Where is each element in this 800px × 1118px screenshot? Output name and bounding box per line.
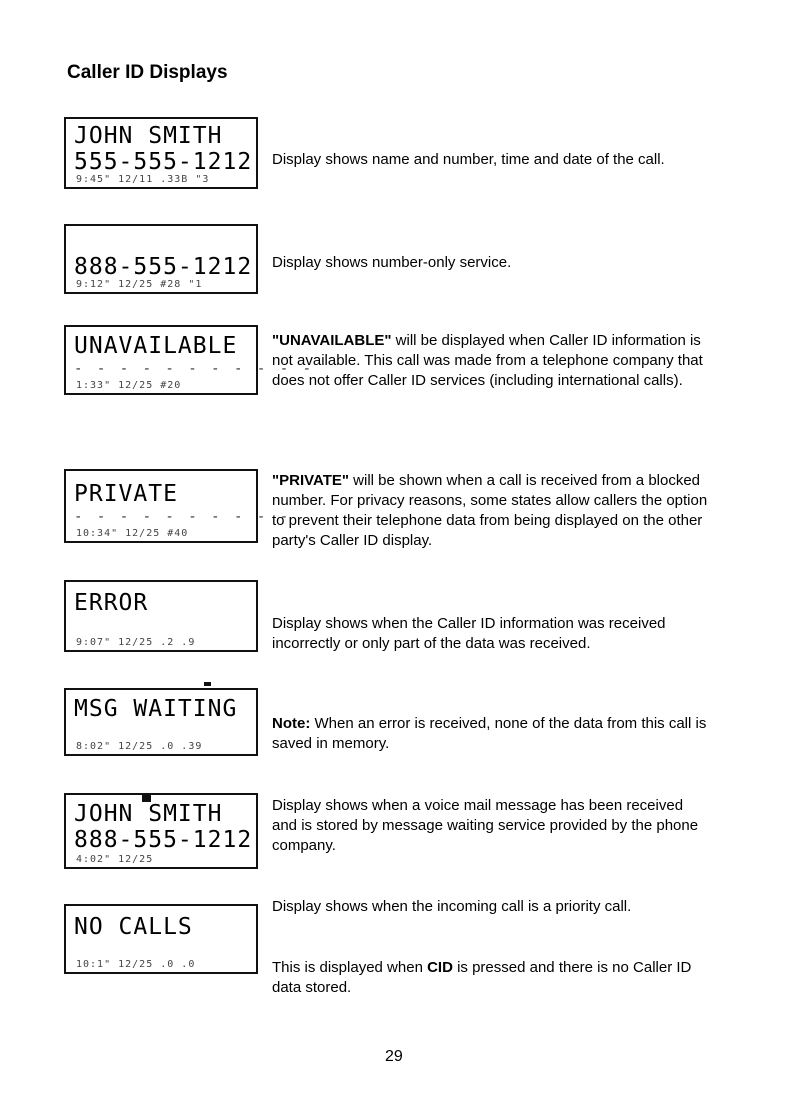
lcd-dashes: - - - - - - - - - - [74,509,292,525]
description-no-calls-bold: CID [427,959,453,976]
description-private-text: will be shown when a call is received from a blocked number. For privacy reasons, some states allow callers the option to prevent their telephone data from being displayed on the other party's Caller ID display. [272,472,708,549]
description-unavailable-bold: "UNAVAILABLE" [272,332,392,349]
lcd-line-2: 555-555-1212 [74,149,253,175]
lcd-line-1: ERROR [74,590,149,616]
description-priority: Display shows when the incoming call is a priority call. [272,898,632,915]
lcd-line-2: 888-555-1212 [74,254,253,280]
description-unavailable [272,331,712,391]
lcd-line-2: 888-555-1212 [74,827,253,853]
lcd-status-line: 4:02" 12/25 [76,854,154,865]
lcd-display-name-number [64,117,258,189]
lcd-status-line: 1:33" 12/25 #20 [76,380,182,391]
lcd-status-line: 10:34" 12/25 #40 [76,528,189,539]
lcd-line-1: UNAVAILABLE [74,333,238,359]
lcd-display-no-calls [64,904,258,974]
description-note-bold: Note: [272,715,311,732]
lcd-line-1: JOHN SMITH [74,123,223,149]
lcd-display-priority [64,793,258,869]
description-note [272,714,712,754]
description-error: Display shows when the Caller ID information was received incorrectly or only part of the data was received. [272,615,666,652]
lcd-status-line: 8:02" 12/25 .0 .39 [76,741,203,752]
lcd-display-msg-waiting [64,688,258,756]
description-unavailable-text: will be displayed when Caller ID information is not available. This call was made from a telephone company that does not offer Caller ID services (including international calls). [272,332,703,389]
lcd-status-line: 9:12" 12/25 #28 "1 [76,279,203,290]
lcd-status-line: 9:07" 12/25 .2 .9 [76,637,196,648]
description-no-calls-text: is pressed and there is no Caller ID data stored. [272,959,692,996]
description-no-calls-pre: This is displayed when [272,959,428,976]
message-indicator-icon [204,682,211,686]
page-number: 29 [385,1048,403,1065]
description-number-only: Display shows number-only service. [272,254,512,271]
lcd-display-error [64,580,258,652]
lcd-status-line: 10:1" 12/25 .0 .0 [76,959,196,970]
description-no-calls [272,958,712,998]
description-name-number: Display shows name and number, time and date of the call. [272,151,665,168]
lcd-line-1: PRIVATE [74,481,178,507]
lcd-line-1: JOHN SMITH [74,801,223,827]
lcd-display-unavailable [64,325,315,395]
description-private-bold: "PRIVATE" [272,472,350,489]
lcd-display-private [64,469,292,543]
lcd-line-1: MSG WAITING [74,696,238,722]
lcd-dashes: - - - - - - - - - - - [74,361,315,377]
lcd-status-line: 9:45" 12/11 .33B "3 [76,174,210,185]
description-voice-mail: Display shows when a voice mail message has been received and is stored by message waiting service provided by the phone company. [272,797,699,854]
description-note-text: When an error is received, none of the data from this call is saved in memory. [272,715,707,752]
lcd-display-number-only [64,224,258,294]
page-title: Caller ID Displays [67,62,228,83]
lcd-line-1: NO CALLS [74,914,193,940]
description-private [272,471,722,551]
